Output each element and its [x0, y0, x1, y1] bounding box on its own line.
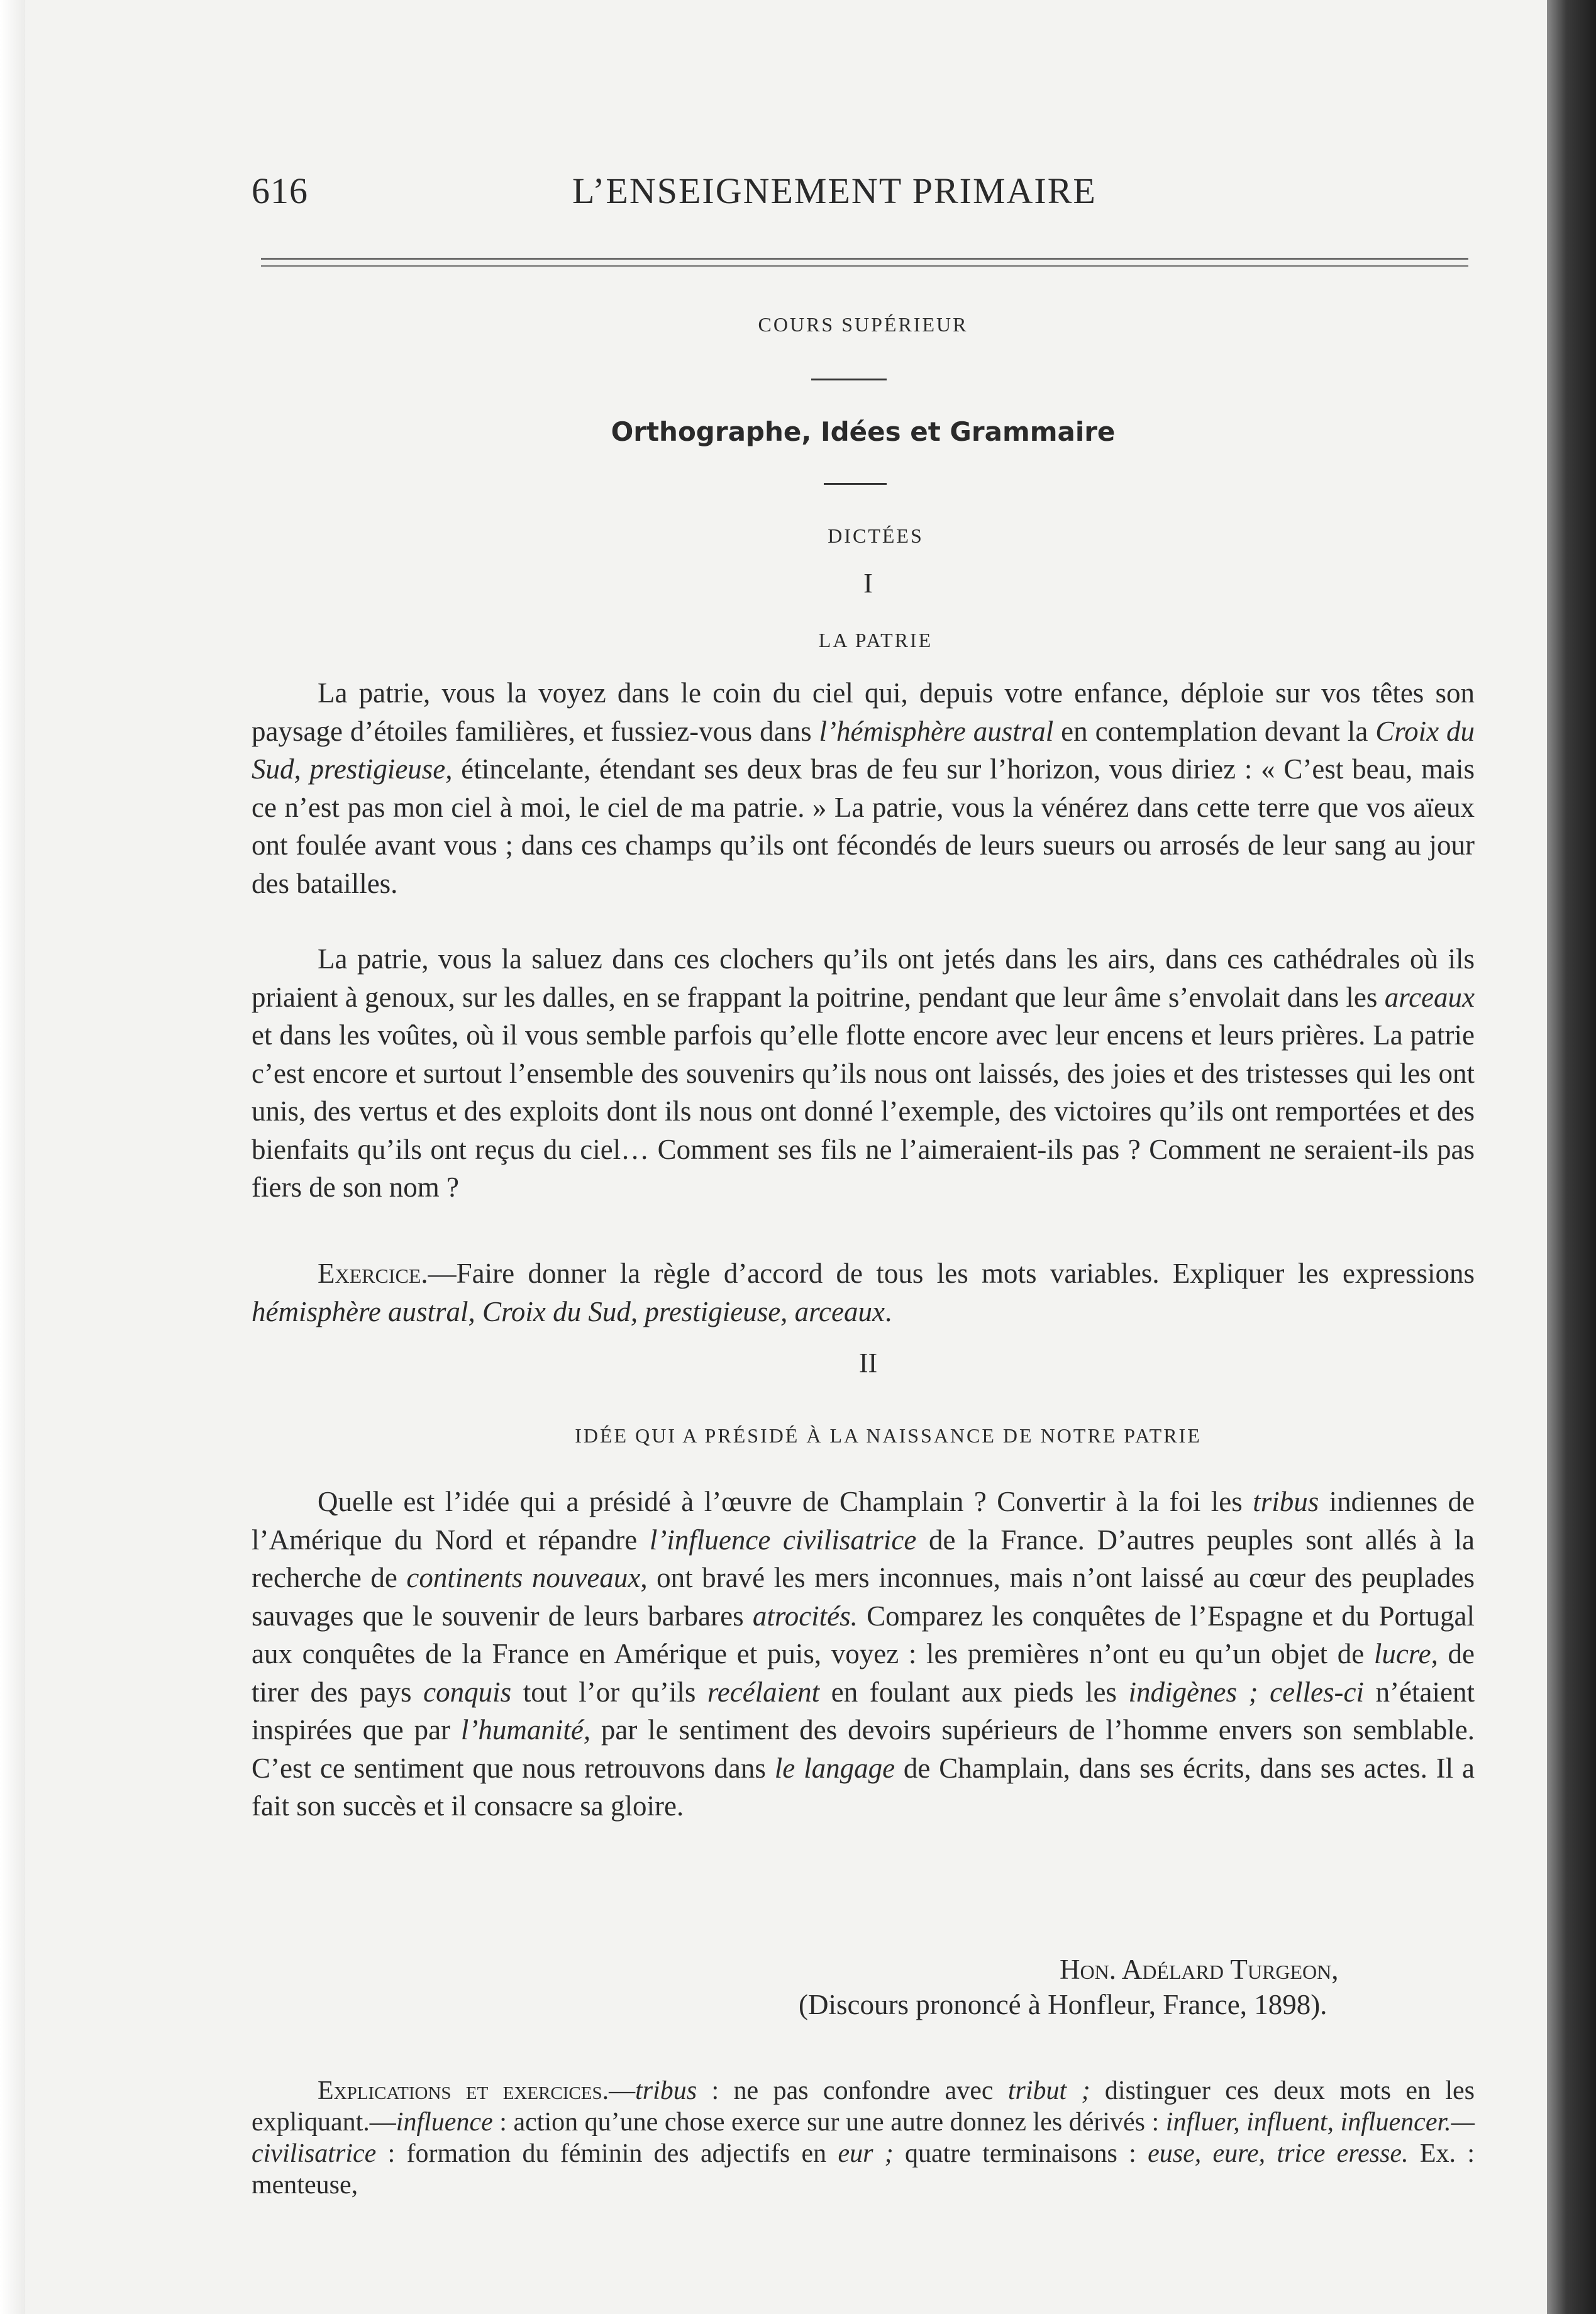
- text-run: —: [609, 2076, 636, 2105]
- exercise-paragraph: [252, 1254, 1475, 1331]
- signature-source: (Discours prononcé à Honfleur, France, 1898).: [799, 1989, 1327, 2020]
- part-numeral-1: I: [863, 568, 873, 599]
- text-run: : formation du féminin des adjectifs en: [376, 2139, 838, 2168]
- text-run: en foulant aux pieds les: [819, 1676, 1129, 1708]
- part-title-1: LA PATRIE: [818, 629, 933, 651]
- italic-text: tribut ;: [1007, 2076, 1090, 2105]
- text-run: quatre terminaisons :: [893, 2139, 1148, 2168]
- exercise-label: Exercice.: [318, 1258, 428, 1289]
- paragraph: [252, 940, 1475, 1207]
- text-run: La patrie, vous la voyez dans le coin du ciel qui, depuis votre enfance, déploie sur vos têtes son paysage d’étoiles familières, et fussiez-vous dans: [252, 677, 1475, 747]
- text-run: en contemplation devant la: [1053, 715, 1376, 747]
- divider-rule: [824, 483, 887, 485]
- text-run: Comparez les conquêtes de l’Espagne et du Portugal aux conquêtes de la France en Amérique et puis, voyez : les premières n’ont eu qu’un objet de: [252, 1600, 1475, 1669]
- italic-text: influer, influent, influencer.—civilisatrice: [252, 2108, 1475, 2168]
- italic-text: lucre,: [1373, 1638, 1438, 1669]
- italic-text: conquis: [423, 1676, 512, 1708]
- italic-text: l’humanité,: [460, 1714, 591, 1746]
- page-left-margin: [0, 0, 25, 2314]
- text-run: par le sentiment des devoirs supérieurs de l’homme envers son semblable. C’est ce sentiment que nous retrouvons dans: [252, 1714, 1475, 1784]
- header-double-rule: [261, 258, 1468, 267]
- page-number: 616: [252, 170, 308, 211]
- notes-paragraph: [252, 2075, 1475, 2201]
- text-run: et dans les voûtes, où il vous semble parfois qu’elle flotte encore avec leur encens et leurs prières. La patrie c’est encore et surtout l’ensemble des souvenirs qu’ils nous ont laissés, des joies et des tristesses qui les ont unis, des vertus et des exploits dont ils nous ont donné l’exemple, des victoires qu’ils ont remportées et des bienfaits qu’ils ont reçus du ciel… Comment ses fils ne l’aimeraient-ils pas ? Comment ne seraient-ils pas fiers de son nom ?: [252, 1019, 1475, 1203]
- italic-text: tribus: [635, 2076, 697, 2105]
- text-run: : action qu’une chose exerce sur une autre donnez les dérivés :: [492, 2108, 1166, 2137]
- italic-text: recélaient: [707, 1676, 820, 1708]
- italic-text: continents nouveaux: [406, 1562, 641, 1593]
- page-right-edge-shadow: [1547, 0, 1596, 2314]
- part-numeral-2: II: [858, 1348, 878, 1378]
- text-run: —Faire donner la règle d’accord de tous les mots variables. Expliquer les expressions: [428, 1258, 1475, 1289]
- italic-text: arceaux: [1384, 981, 1475, 1013]
- text-run: de Champlain, dans ses écrits, dans ses actes. Il a fait son succès et il consacre sa gloire.: [252, 1752, 1475, 1822]
- italic-text: hémisphère austral, Croix du Sud, prestigieuse, arceaux: [252, 1295, 885, 1327]
- divider-rule: [811, 379, 887, 380]
- text-run: indiennes de l’Amérique du Nord et répandre: [252, 1486, 1475, 1556]
- text-run: Quelle est l’idée qui a présidé à l’œuvre de Champlain ? Convertir à la foi les: [318, 1486, 1253, 1517]
- text-run: tout l’or qu’ils: [511, 1676, 707, 1708]
- italic-text: indigènes ; celles-ci: [1128, 1676, 1364, 1708]
- italic-text: influence: [396, 2108, 493, 2137]
- book-page: [25, 0, 1547, 2314]
- text-run: .: [884, 1295, 892, 1327]
- text-run: : ne pas confondre avec: [697, 2076, 1008, 2105]
- part-title-2: IDÉE QUI A PRÉSIDÉ À LA NAISSANCE DE NOTRE PATRIE: [575, 1424, 1202, 1447]
- notes-label: Explications et exercices.: [318, 2076, 609, 2105]
- text-run: distinguer ces deux mots en les expliquant.—: [252, 2076, 1475, 2137]
- italic-text: euse, eure, trice eresse.: [1148, 2139, 1409, 2168]
- text-run: de tirer des pays: [252, 1638, 1475, 1708]
- italic-text: eur ;: [838, 2139, 894, 2168]
- italic-text: l’hémisphère austral: [819, 715, 1054, 747]
- text-run: Ex. : menteuse,: [252, 2139, 1475, 2200]
- page-header: [252, 170, 1475, 220]
- text-run: de la France. D’autres peuples sont allés à la recherche de: [252, 1524, 1475, 1593]
- dictees-label: DICTÉES: [828, 524, 924, 547]
- italic-text: atrocités.: [752, 1600, 858, 1632]
- italic-text: tribus: [1253, 1486, 1319, 1517]
- running-title: L’ENSEIGNEMENT PRIMAIRE: [572, 170, 1097, 211]
- paragraph: [252, 674, 1475, 902]
- text-run: , ont bravé les mers inconnues, mais n’ont laissé au cœur des peuplades sauvages que le souvenir de leurs barbares: [252, 1562, 1475, 1632]
- italic-text: l’influence civilisatrice: [649, 1524, 917, 1556]
- text-run: n’étaient inspirées que par: [252, 1676, 1475, 1746]
- signature-name: Hon. Adélard Turgeon,: [1060, 1954, 1339, 1985]
- italic-text: Croix du Sud, prestigieuse,: [252, 715, 1475, 785]
- course-label: COURS SUPÉRIEUR: [758, 313, 968, 336]
- italic-text: le langage: [774, 1752, 895, 1784]
- text-run: étincelante, étendant ses deux bras de feu sur l’horizon, vous diriez : « C’est beau, mais ce n’est pas mon ciel à moi, le ciel de ma patrie. » La patrie, vous la vénérez dans cette terre que vos aïeux ont foulée avant vous ; dans ces champs qu’ils ont fécondés de leurs sueurs ou arrosés de leur sang au jour des batailles.: [252, 753, 1475, 899]
- text-run: La patrie, vous la saluez dans ces clochers qu’ils ont jetés dans les airs, dans ces cathédrales où ils priaient à genoux, sur les dalles, en se frappant la poitrine, pendant que leur âme s’envolait dans les: [252, 943, 1475, 1013]
- paragraph: [252, 1483, 1475, 1825]
- section-title: Orthographe, Idées et Grammaire: [611, 416, 1116, 447]
